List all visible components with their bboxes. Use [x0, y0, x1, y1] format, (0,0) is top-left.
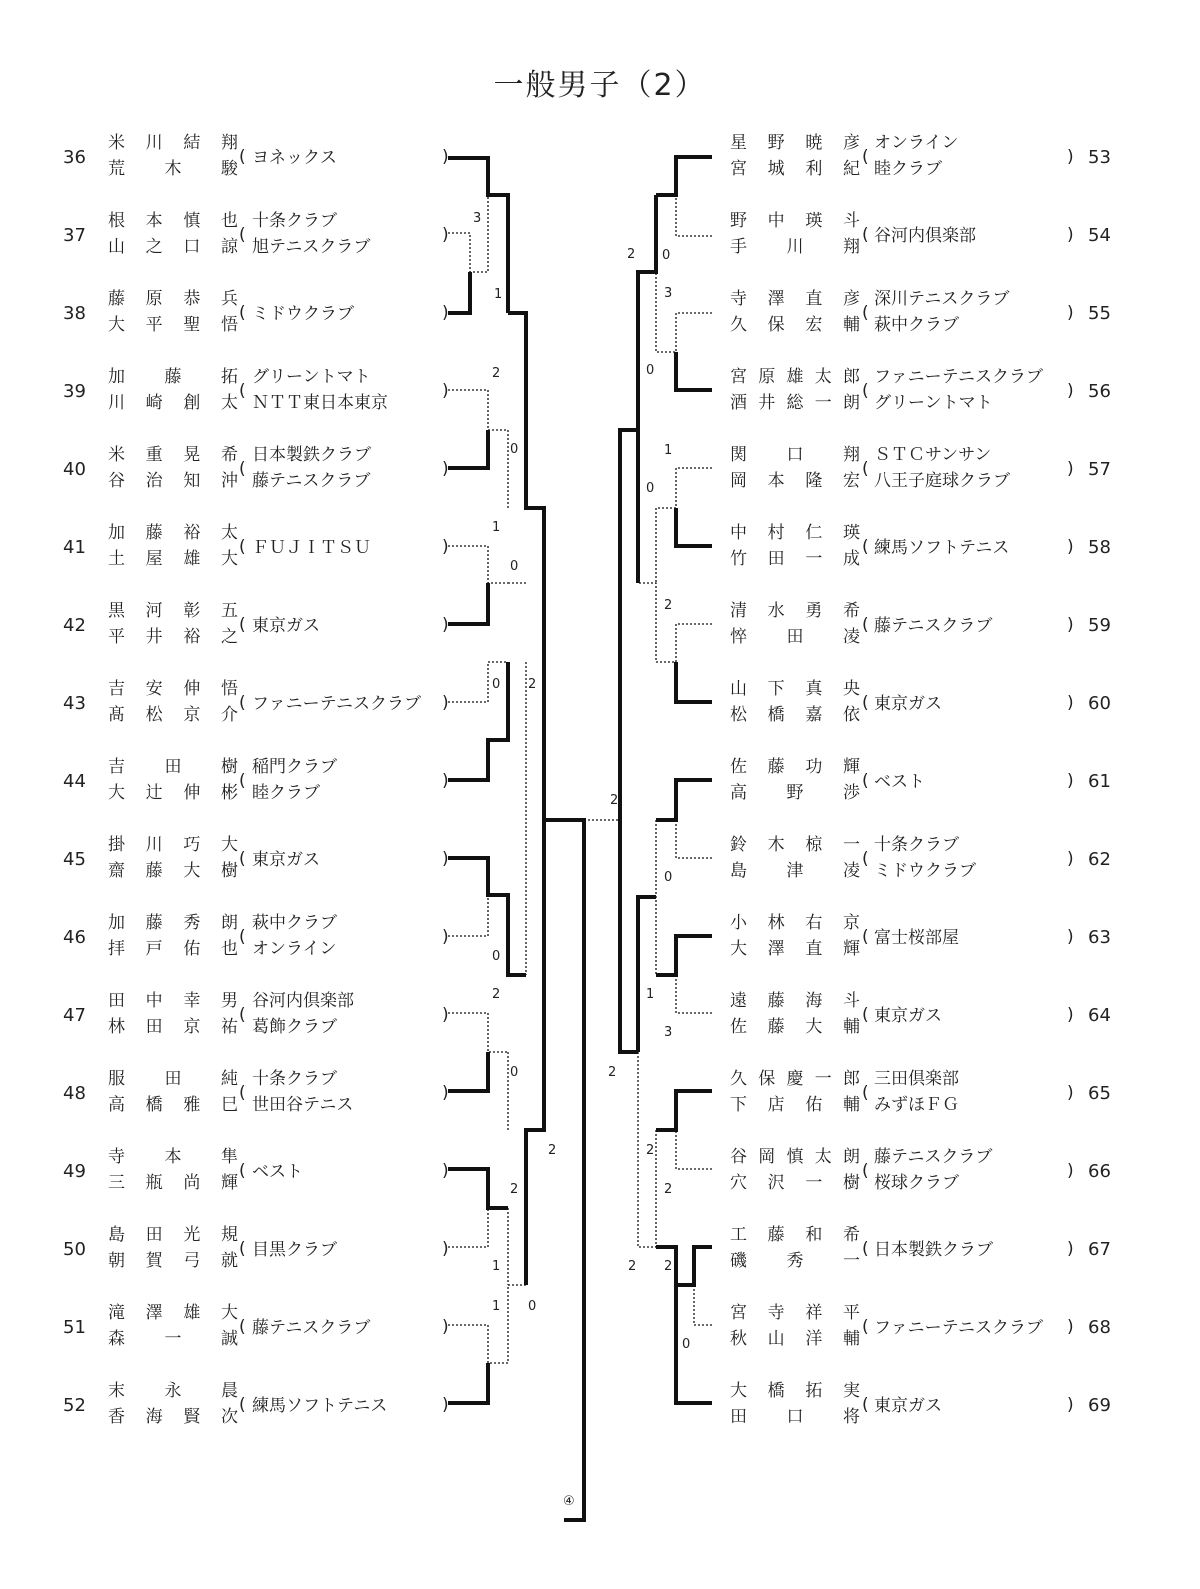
close-paren: ) [1067, 849, 1074, 869]
entry-number: 42 [63, 615, 86, 636]
close-paren: ) [442, 225, 449, 245]
player-name: 大 橋 拓 実 [730, 1381, 860, 1401]
score-label: 3 [664, 286, 673, 301]
club-name: 旭テニスクラブ [252, 237, 371, 257]
open-paren: ( [862, 459, 869, 479]
player-name: 宮 城 利 紀 [730, 159, 860, 179]
club-name: 谷河内倶楽部 [252, 991, 354, 1011]
player-name: 黒 河 彰 五 [108, 601, 238, 621]
club-name: 藤テニスクラブ [252, 471, 371, 491]
club-name: ミドウクラブ [252, 304, 354, 324]
close-paren: ) [1067, 693, 1074, 713]
player-name: 秋 山 洋 輔 [730, 1329, 860, 1349]
left-bracket-line [448, 195, 488, 272]
player-name: 拝 戸 佑 也 [108, 939, 238, 959]
player-name: 滝 澤 雄 大 [108, 1303, 238, 1323]
player-name: 手 川 翔 [730, 237, 860, 257]
close-paren: ) [1067, 303, 1074, 323]
open-paren: ( [862, 1005, 869, 1025]
player-name: 米 川 結 翔 [108, 133, 238, 153]
player-name: 服 田 純 [108, 1069, 238, 1089]
open-paren: ( [862, 225, 869, 245]
score-label: 2 [608, 1065, 617, 1080]
club-name: ミドウクラブ [874, 861, 976, 881]
score-label: 0 [510, 442, 519, 457]
open-paren: ( [239, 771, 246, 791]
close-paren: ) [1067, 1161, 1074, 1181]
club-name: 十条クラブ [874, 835, 959, 855]
close-paren: ) [442, 1395, 449, 1415]
left-bracket-line [448, 1363, 488, 1403]
club-name: ＦＵＪＩＴＳＵ [252, 538, 371, 558]
close-paren: ) [442, 615, 449, 635]
open-paren: ( [239, 1083, 246, 1103]
open-paren: ( [862, 1395, 869, 1415]
player-name: 関 口 翔 [730, 445, 860, 465]
score-label: 0 [492, 949, 501, 964]
entry-number: 39 [63, 381, 86, 402]
player-name: 谷 岡 慎 太 朗 [730, 1147, 860, 1167]
right-bracket-line [676, 662, 712, 702]
player-name: 香 海 賢 次 [108, 1407, 238, 1427]
score-label: 3 [664, 1025, 673, 1040]
left-bracket-line [448, 546, 508, 583]
player-name: 野 中 瑛 斗 [730, 211, 860, 231]
open-paren: ( [862, 771, 869, 791]
club-name: 深川テニスクラブ [874, 289, 1010, 309]
club-name: 稲門クラブ [252, 757, 337, 777]
club-name: ベスト [874, 772, 925, 792]
player-name: 悴 田 凌 [730, 627, 860, 647]
score-label: 1 [646, 987, 655, 1002]
right-bracket-line [656, 780, 712, 820]
club-name: 谷河内倶楽部 [874, 226, 976, 246]
club-name: 藤テニスクラブ [874, 1147, 993, 1167]
close-paren: ) [1067, 381, 1074, 401]
left-bracket-line [448, 1169, 508, 1208]
entry-number: 44 [63, 771, 86, 792]
player-name: 大 平 聖 悟 [108, 315, 238, 335]
left-bracket-line [448, 583, 488, 624]
right-bracket-line [676, 820, 712, 858]
close-paren: ) [442, 693, 449, 713]
club-name: グリーントマト [874, 393, 993, 413]
close-paren: ) [442, 1161, 449, 1181]
entry-number: 55 [1088, 303, 1111, 324]
club-name: 十条クラブ [252, 211, 337, 231]
player-name: 荒 木 駿 [108, 159, 238, 179]
open-paren: ( [239, 1317, 246, 1337]
close-paren: ) [442, 381, 449, 401]
club-name: 桜球クラブ [874, 1173, 959, 1193]
club-name: 藤テニスクラブ [252, 1318, 371, 1338]
club-name: ベスト [252, 1162, 303, 1182]
club-name: 東京ガス [252, 850, 320, 870]
player-name: 森 一 誠 [108, 1329, 238, 1349]
club-name: ヨネックス [252, 148, 337, 168]
player-name: 宮 原 雄 太 郎 [730, 367, 860, 387]
player-name: 久 保 慶 一 郎 [730, 1069, 860, 1089]
score-label: 1 [492, 1259, 501, 1274]
left-semi-line [526, 820, 544, 1285]
close-paren: ) [1067, 225, 1074, 245]
open-paren: ( [862, 693, 869, 713]
entry-number: 46 [63, 927, 86, 948]
close-paren: ) [1067, 1317, 1074, 1337]
right-bracket-line [676, 195, 712, 236]
club-name: 東京ガス [874, 1006, 942, 1026]
club-name: ファニーテニスクラブ [252, 694, 421, 714]
club-name: 葛飾クラブ [252, 1017, 337, 1037]
entry-number: 47 [63, 1005, 86, 1026]
left-bracket-line [448, 430, 488, 468]
close-paren: ) [442, 303, 449, 323]
player-name: 三 瓶 尚 輝 [108, 1173, 238, 1193]
player-name: 酒 井 総 一 朗 [730, 393, 860, 413]
club-name: グリーントマト [252, 367, 371, 387]
entry-number: 57 [1088, 459, 1111, 480]
open-paren: ( [862, 1239, 869, 1259]
score-label: 0 [492, 677, 501, 692]
score-label: 1 [492, 520, 501, 535]
right-bracket-line [676, 975, 712, 1013]
right-bracket-line [676, 352, 712, 390]
entry-number: 48 [63, 1083, 86, 1104]
right-connector [638, 897, 656, 1052]
player-name: 朝 賀 弓 就 [108, 1251, 238, 1271]
entry-number: 43 [63, 693, 86, 714]
close-paren: ) [1067, 1005, 1074, 1025]
close-paren: ) [1067, 927, 1074, 947]
player-name: 佐 藤 大 輔 [730, 1017, 860, 1037]
club-name: みずほＦＧ [874, 1095, 959, 1115]
score-label: 0 [682, 1337, 691, 1352]
player-name: 米 重 晃 希 [108, 445, 238, 465]
open-paren: ( [862, 927, 869, 947]
club-name: オンライン [874, 133, 959, 153]
club-name: 睦クラブ [252, 783, 320, 803]
open-paren: ( [862, 303, 869, 323]
score-label: 2 [628, 1259, 637, 1274]
club-name: 萩中クラブ [874, 315, 959, 335]
score-label: 0 [662, 248, 671, 263]
club-name: 東京ガス [874, 1396, 942, 1416]
player-name: 星 野 暁 彦 [730, 133, 860, 153]
entry-number: 51 [63, 1317, 86, 1338]
club-name: 世田谷テニス [252, 1095, 354, 1115]
open-paren: ( [862, 147, 869, 167]
score-label: 2 [492, 366, 501, 381]
player-name: 遠 藤 海 斗 [730, 991, 860, 1011]
right-bracket-line [638, 272, 712, 352]
club-name: 富士桜部屋 [874, 928, 959, 948]
player-name: 島 田 光 規 [108, 1225, 238, 1245]
player-name: 穴 沢 一 樹 [730, 1173, 860, 1193]
player-name: 島 津 凌 [730, 861, 860, 881]
player-name: 齋 藤 大 樹 [108, 861, 238, 881]
player-name: 吉 田 樹 [108, 757, 238, 777]
entry-number: 69 [1088, 1395, 1111, 1416]
player-name: 田 口 将 [730, 1407, 860, 1427]
entry-number: 63 [1088, 927, 1111, 948]
open-paren: ( [239, 303, 246, 323]
open-paren: ( [239, 1239, 246, 1259]
player-name: 大 澤 直 輝 [730, 939, 860, 959]
entry-number: 62 [1088, 849, 1111, 870]
entry-number: 41 [63, 537, 86, 558]
entry-number: 61 [1088, 771, 1111, 792]
entry-number: 67 [1088, 1239, 1111, 1260]
player-name: 根 本 慎 也 [108, 211, 238, 231]
club-name: ＮＴＴ東日本東京 [252, 393, 388, 413]
club-name: 三田倶楽部 [874, 1069, 959, 1089]
player-name: 加 藤 拓 [108, 367, 238, 387]
player-name: 加 藤 裕 太 [108, 523, 238, 543]
open-paren: ( [862, 1083, 869, 1103]
close-paren: ) [1067, 1239, 1074, 1259]
player-name: 清 水 勇 希 [730, 601, 860, 621]
open-paren: ( [862, 1161, 869, 1181]
club-name: 日本製鉄クラブ [252, 445, 371, 465]
open-paren: ( [862, 849, 869, 869]
club-name: ファニーテニスクラブ [874, 367, 1043, 387]
entry-number: 59 [1088, 615, 1111, 636]
score-label: 2 [510, 1182, 519, 1197]
score-label: 0 [664, 870, 673, 885]
right-bracket-line [694, 1285, 712, 1325]
page-title: 一般男子（2） [493, 68, 707, 103]
player-name: 平 井 裕 之 [108, 627, 238, 647]
entry-number: 36 [63, 147, 86, 168]
entry-number: 37 [63, 225, 86, 246]
close-paren: ) [442, 459, 449, 479]
right-bracket-line [656, 468, 712, 508]
player-name: 岡 本 隆 宏 [730, 471, 860, 491]
open-paren: ( [239, 615, 246, 635]
club-name: 練馬ソフトテニス [874, 538, 1010, 558]
club-name: 八王子庭球クラブ [874, 471, 1010, 491]
player-name: 宮 寺 祥 平 [730, 1303, 860, 1323]
score-label: 2 [528, 677, 537, 692]
player-name: 寺 本 隼 [108, 1147, 238, 1167]
score-label: 0 [510, 559, 519, 574]
player-name: 山 之 口 諒 [108, 237, 238, 257]
open-paren: ( [239, 1005, 246, 1025]
open-paren: ( [239, 693, 246, 713]
club-name: オンライン [252, 939, 337, 959]
entry-number: 45 [63, 849, 86, 870]
player-name: 竹 田 一 成 [730, 549, 860, 569]
score-label: 2 [664, 598, 673, 613]
player-name: 末 永 晨 [108, 1381, 238, 1401]
score-label: 1 [494, 287, 503, 302]
entry-number: 58 [1088, 537, 1111, 558]
score-label: 0 [646, 363, 655, 378]
close-paren: ) [442, 1317, 449, 1337]
player-name: 加 藤 秀 朗 [108, 913, 238, 933]
close-paren: ) [442, 1005, 449, 1025]
player-name: 髙 松 京 介 [108, 705, 238, 725]
left-bracket-line [448, 272, 470, 313]
player-name: 中 村 仁 瑛 [730, 523, 860, 543]
right-bracket-line [656, 936, 712, 975]
score-label: 0 [646, 481, 655, 496]
player-name: 寺 澤 直 彦 [730, 289, 860, 309]
right-bracket-line [676, 508, 712, 546]
club-name: 東京ガス [874, 694, 942, 714]
close-paren: ) [1067, 537, 1074, 557]
close-paren: ) [442, 147, 449, 167]
score-label: 2 [646, 1143, 655, 1158]
club-name: 十条クラブ [252, 1069, 337, 1089]
open-paren: ( [239, 381, 246, 401]
close-paren: ) [442, 1083, 449, 1103]
close-paren: ) [442, 537, 449, 557]
left-bracket-line [448, 895, 488, 936]
left-bracket-line [448, 1208, 488, 1247]
player-name: 藤 原 恭 兵 [108, 289, 238, 309]
close-paren: ) [442, 849, 449, 869]
open-paren: ( [239, 927, 246, 947]
player-name: 高 橋 雅 巳 [108, 1095, 238, 1115]
score-label: 1 [664, 443, 673, 458]
open-paren: ( [239, 225, 246, 245]
left-bracket-line [448, 1013, 508, 1052]
open-paren: ( [862, 1317, 869, 1337]
player-name: 磯 秀 一 [730, 1251, 860, 1271]
score-label: 0 [510, 1065, 519, 1080]
entry-number: 56 [1088, 381, 1111, 402]
open-paren: ( [239, 1161, 246, 1181]
score-label: 1 [492, 1299, 501, 1314]
close-paren: ) [1067, 1083, 1074, 1103]
right-bracket-line [656, 157, 712, 195]
player-name: 土 屋 雄 大 [108, 549, 238, 569]
entry-number: 64 [1088, 1005, 1111, 1026]
open-paren: ( [239, 537, 246, 557]
player-name: 松 橋 嘉 依 [730, 705, 860, 725]
player-name: 山 下 真 央 [730, 679, 860, 699]
score-label: 2 [664, 1182, 673, 1197]
score-label: 2 [548, 1143, 557, 1158]
club-name: 睦クラブ [874, 159, 942, 179]
right-bracket-line [638, 583, 712, 662]
close-paren: ) [442, 771, 449, 791]
score-label: 0 [528, 1299, 537, 1314]
entry-number: 68 [1088, 1317, 1111, 1338]
player-name: 林 田 京 祐 [108, 1017, 238, 1037]
score-label: 2 [492, 987, 501, 1002]
close-paren: ) [1067, 771, 1074, 791]
player-name: 大 辻 伸 彬 [108, 783, 238, 803]
entry-number: 65 [1088, 1083, 1111, 1104]
close-paren: ) [442, 927, 449, 947]
player-name: 川 崎 創 太 [108, 393, 238, 413]
player-name: 鈴 木 椋 一 [730, 835, 860, 855]
player-name: 佐 藤 功 輝 [730, 757, 860, 777]
close-paren: ) [1067, 147, 1074, 167]
club-name: 萩中クラブ [252, 913, 337, 933]
open-paren: ( [239, 849, 246, 869]
entry-number: 66 [1088, 1161, 1111, 1182]
player-name: 田 中 幸 男 [108, 991, 238, 1011]
club-name: ＳＴＣサンサン [874, 445, 992, 465]
close-paren: ) [442, 1239, 449, 1259]
entry-number: 50 [63, 1239, 86, 1260]
player-name: 谷 治 知 沖 [108, 471, 238, 491]
entry-number: 53 [1088, 147, 1111, 168]
entry-number: 54 [1088, 225, 1111, 246]
open-paren: ( [239, 147, 246, 167]
club-name: 練馬ソフトテニス [252, 1396, 388, 1416]
entry-number: 52 [63, 1395, 86, 1416]
score-label: 3 [473, 211, 482, 226]
score-label: 2 [627, 247, 636, 262]
entry-number: 49 [63, 1161, 86, 1182]
left-bracket-line [448, 1285, 526, 1363]
open-paren: ( [862, 615, 869, 635]
player-name: 工 藤 和 希 [730, 1225, 860, 1245]
open-paren: ( [239, 459, 246, 479]
player-name: 下 店 佑 輔 [730, 1095, 860, 1115]
score-label: 2 [664, 1259, 673, 1274]
club-name: 東京ガス [252, 616, 320, 636]
left-bracket-line [448, 1052, 488, 1091]
player-name: 小 林 右 京 [730, 913, 860, 933]
entry-number: 40 [63, 459, 86, 480]
open-paren: ( [862, 381, 869, 401]
right-bracket-line [676, 1130, 712, 1169]
final-marker: ④ [563, 1494, 575, 1509]
club-name: 藤テニスクラブ [874, 616, 993, 636]
left-bracket-line [448, 390, 508, 430]
player-name: 掛 川 巧 大 [108, 835, 238, 855]
club-name: ファニーテニスクラブ [874, 1318, 1043, 1338]
close-paren: ) [1067, 615, 1074, 635]
club-name: 目黒クラブ [252, 1240, 337, 1260]
open-paren: ( [862, 537, 869, 557]
score-label: 2 [610, 793, 619, 808]
player-name: 吉 安 伸 悟 [108, 679, 238, 699]
player-name: 高 野 渉 [730, 783, 860, 803]
entry-number: 60 [1088, 693, 1111, 714]
player-name: 久 保 宏 輔 [730, 315, 860, 335]
entry-number: 38 [63, 303, 86, 324]
right-bracket-line [656, 1091, 712, 1130]
close-paren: ) [1067, 459, 1074, 479]
club-name: 日本製鉄クラブ [874, 1240, 993, 1260]
close-paren: ) [1067, 1395, 1074, 1415]
left-bracket-line [448, 858, 526, 975]
open-paren: ( [239, 1395, 246, 1415]
